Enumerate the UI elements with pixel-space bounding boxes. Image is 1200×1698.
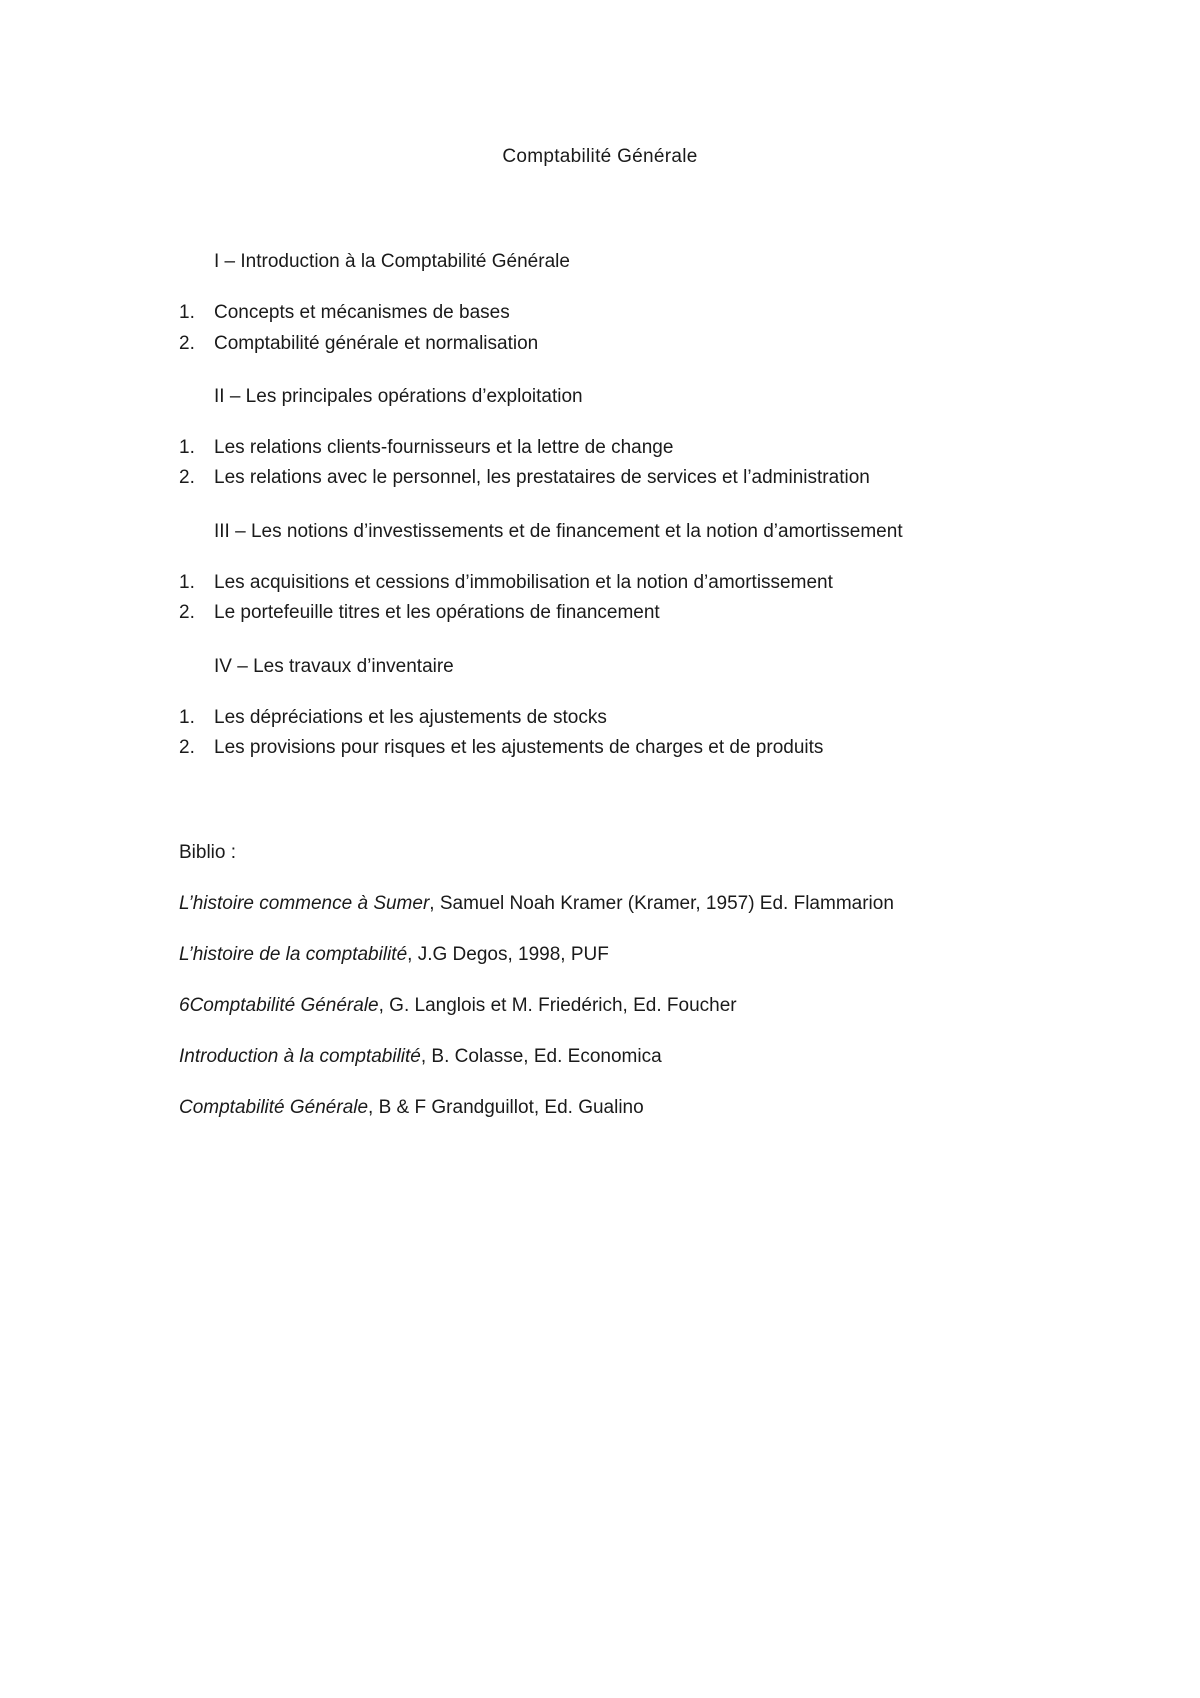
biblio-entry xyxy=(179,893,894,915)
biblio-entry xyxy=(179,1097,644,1119)
biblio-entry-title: 6Comptabilité Générale xyxy=(179,995,379,1016)
biblio-entry xyxy=(179,944,609,966)
list-item-text: Concepts et mécanismes de bases xyxy=(214,302,510,323)
list-item-text: Les dépréciations et les ajustements de stocks xyxy=(214,707,607,728)
list-item-text: Les relations avec le personnel, les prestataires de services et l’administration xyxy=(214,467,870,488)
list-item-text: Les acquisitions et cessions d’immobilisation et la notion d’amortissement xyxy=(214,572,833,593)
biblio-entry-title: Introduction à la comptabilité xyxy=(179,1046,421,1067)
biblio-entry-title: L’histoire commence à Sumer xyxy=(179,893,430,914)
biblio-label: Biblio : xyxy=(179,842,237,863)
biblio-entry xyxy=(179,995,737,1017)
list-item-number: 1. xyxy=(179,707,195,728)
biblio-entry-details: , B & F Grandguillot, Ed. Gualino xyxy=(368,1097,644,1118)
biblio-entry-title: L’histoire de la comptabilité xyxy=(179,944,408,965)
biblio-entry xyxy=(179,1046,662,1068)
list-item-number: 1. xyxy=(179,572,195,593)
biblio-entry-details: , G. Langlois et M. Friedérich, Ed. Foucher xyxy=(378,995,737,1016)
list-item-number: 1. xyxy=(179,302,195,323)
document-title: Comptabilité Générale xyxy=(502,146,698,167)
list-item-number: 1. xyxy=(179,437,195,458)
section-heading-4: IV – Les travaux d’inventaire xyxy=(214,656,454,677)
section-heading-3: III – Les notions d’investissements et de financement et la notion d’amortissement xyxy=(214,521,903,542)
list-item-text: Les relations clients-fournisseurs et la lettre de change xyxy=(214,437,674,458)
biblio-entry-title: Comptabilité Générale xyxy=(179,1097,369,1118)
biblio-entry-details: , Samuel Noah Kramer (Kramer, 1957) Ed. Flammarion xyxy=(429,893,894,914)
list-item-text: Les provisions pour risques et les ajustements de charges et de produits xyxy=(214,737,824,758)
list-item-number: 2. xyxy=(179,467,195,488)
biblio-entry-details: , J.G Degos, 1998, PUF xyxy=(407,944,609,965)
list-item-number: 2. xyxy=(179,602,195,623)
list-item-text: Comptabilité générale et normalisation xyxy=(214,333,539,354)
section-heading-2: II – Les principales opérations d’exploitation xyxy=(214,386,583,407)
list-item-text: Le portefeuille titres et les opérations de financement xyxy=(214,602,660,623)
list-item-number: 2. xyxy=(179,333,195,354)
biblio-entry-details: , B. Colasse, Ed. Economica xyxy=(420,1046,662,1067)
section-heading-1: I – Introduction à la Comptabilité Générale xyxy=(214,251,570,272)
list-item-number: 2. xyxy=(179,737,195,758)
